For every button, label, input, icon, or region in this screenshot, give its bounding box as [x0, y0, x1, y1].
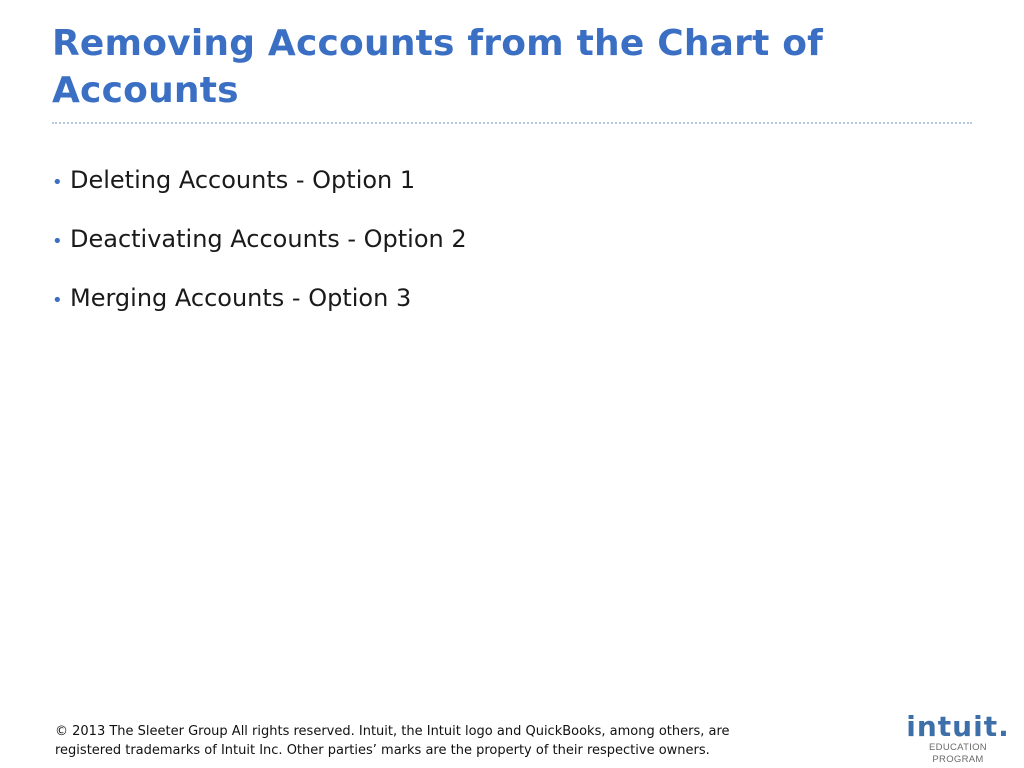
- copyright-line-1: © 2013 The Sleeter Group All rights reserved. Intuit, the Intuit logo and QuickBooks, among others, are: [55, 724, 730, 739]
- bullet-dot-icon: •: [52, 290, 63, 311]
- bullet-text: Deleting Accounts - Option 1: [70, 166, 416, 194]
- intuit-logo: [904, 710, 1012, 765]
- intuit-logo-word: intuit.: [906, 710, 1010, 743]
- copyright-footer: [55, 722, 855, 760]
- bullet-dot-icon: •: [52, 172, 63, 193]
- bullet-list: [52, 166, 467, 343]
- bullet-text: Merging Accounts - Option 3: [70, 284, 412, 312]
- bullet-item-deleting: [52, 166, 467, 225]
- bullet-item-deactivating: [52, 225, 467, 284]
- bullet-text: Deactivating Accounts - Option 2: [70, 225, 467, 253]
- slide-title: Removing Accounts from the Chart of Accounts: [52, 23, 824, 111]
- bullet-dot-icon: •: [52, 231, 63, 252]
- intuit-logo-subtitle: EDUCATION PROGRAM: [929, 742, 987, 765]
- title-divider: [52, 122, 972, 124]
- copyright-line-2: registered trademarks of Intuit Inc. Other parties’ marks are the property of their respective owners.: [55, 743, 710, 758]
- bullet-item-merging: [52, 284, 467, 343]
